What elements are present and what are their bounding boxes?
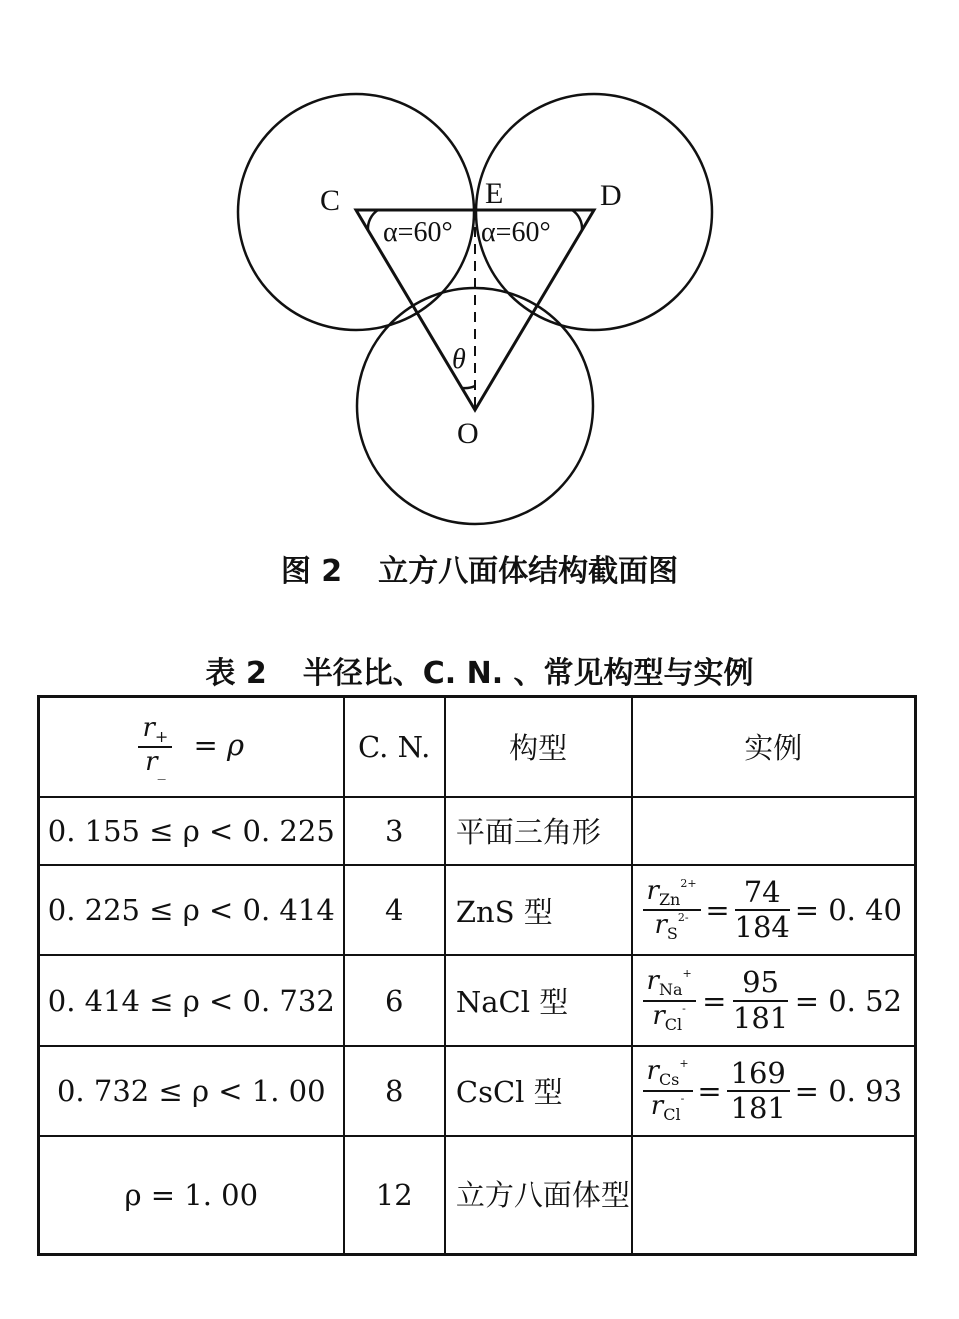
cell-config: 立方八面体型 xyxy=(445,1136,632,1254)
cell-cn: 12 xyxy=(344,1136,445,1254)
angle-alpha-left: α=60° xyxy=(383,217,453,248)
cell-cn: 4 xyxy=(344,865,445,955)
arc-alpha-left xyxy=(368,210,378,230)
cell-range: ρ = 1. 00 xyxy=(39,1136,344,1254)
header-ratio-fraction: $\frac{r_+}{r_{\_}}$ xyxy=(138,714,172,781)
cell-config: ZnS 型 xyxy=(445,865,632,955)
value-fraction: $\frac{95}{181}$ xyxy=(732,965,789,1035)
table-row xyxy=(39,797,916,865)
cell-config: 平面三角形 xyxy=(445,797,632,865)
ion-ratio-fraction: $\frac{r_{Na}^+}{r_{Cl}^-}$ xyxy=(643,967,696,1034)
ion-ratio-fraction: $\frac{r_{Cs}^+}{r_{Cl}^-}$ xyxy=(643,1057,693,1124)
cell-range: 0. 732 ≤ ρ < 1. 00 xyxy=(39,1046,344,1136)
header-example: 实例 xyxy=(632,697,916,797)
figure-caption-number: 图 2 xyxy=(280,554,343,589)
label-e: E xyxy=(485,177,504,210)
cell-example-empty xyxy=(632,1136,916,1254)
table-row xyxy=(39,1136,916,1254)
label-c: C xyxy=(320,184,341,217)
table-caption-text: 半径比、C. N. 、常见构型与实例 xyxy=(302,656,754,691)
cell-range: 0. 155 ≤ ρ < 0. 225 xyxy=(39,797,344,865)
ratio-result: = 0. 93 xyxy=(794,1073,902,1108)
table-caption xyxy=(0,648,959,692)
cell-range: 0. 414 ≤ ρ < 0. 732 xyxy=(39,955,344,1045)
arc-theta xyxy=(463,386,475,388)
cell-example: $\frac{r_{Na}^+}{r_{Cl}^-}$ = $\frac{95}{181}$ = 0. 52 xyxy=(632,955,916,1045)
header-rho: = ρ xyxy=(193,727,245,762)
header-config: 构型 xyxy=(445,697,632,797)
cell-config: NaCl 型 xyxy=(445,955,632,1045)
table-row xyxy=(39,1046,916,1136)
table-caption-number: 表 2 xyxy=(205,656,267,691)
ratio-result: = 0. 40 xyxy=(794,893,902,928)
cell-example: $\frac{r_{Cs}^+}{r_{Cl}^-}$ = $\frac{169}{181}$ = 0. 93 xyxy=(632,1046,916,1136)
cell-cn: 3 xyxy=(344,797,445,865)
cell-example-empty xyxy=(632,797,916,865)
cell-cn: 6 xyxy=(344,955,445,1045)
label-o: O xyxy=(457,417,479,450)
header-cn: C. N. xyxy=(344,697,445,797)
figure-cuboctahedron-section xyxy=(0,0,959,540)
angle-alpha-right: α=60° xyxy=(481,217,551,248)
radius-ratio-table xyxy=(37,695,917,1256)
angle-theta: θ xyxy=(452,344,466,375)
value-fraction: $\frac{169}{181}$ xyxy=(727,1057,790,1126)
table-header-row xyxy=(39,697,916,797)
arc-alpha-right xyxy=(572,210,582,230)
header-radius-ratio xyxy=(39,697,344,797)
value-fraction: $\frac{74}{184}$ xyxy=(734,874,790,945)
figure-caption-text: 立方八面体结构截面图 xyxy=(378,554,679,589)
figure-caption xyxy=(0,546,959,590)
table-row xyxy=(39,955,916,1045)
table-row xyxy=(39,865,916,955)
label-d: D xyxy=(600,179,622,212)
cell-example: $\frac{r_{Zn}^{2+}}{r_S^{2-}}$ = $\frac{74}{184}$ = 0. 40 xyxy=(632,865,916,955)
cell-range: 0. 225 ≤ ρ < 0. 414 xyxy=(39,865,344,955)
ion-ratio-fraction: $\frac{r_{Zn}^{2+}}{r_S^{2-}}$ xyxy=(643,877,701,944)
ratio-result: = 0. 52 xyxy=(794,983,902,1018)
cell-config: CsCl 型 xyxy=(445,1046,632,1136)
cell-cn: 8 xyxy=(344,1046,445,1136)
